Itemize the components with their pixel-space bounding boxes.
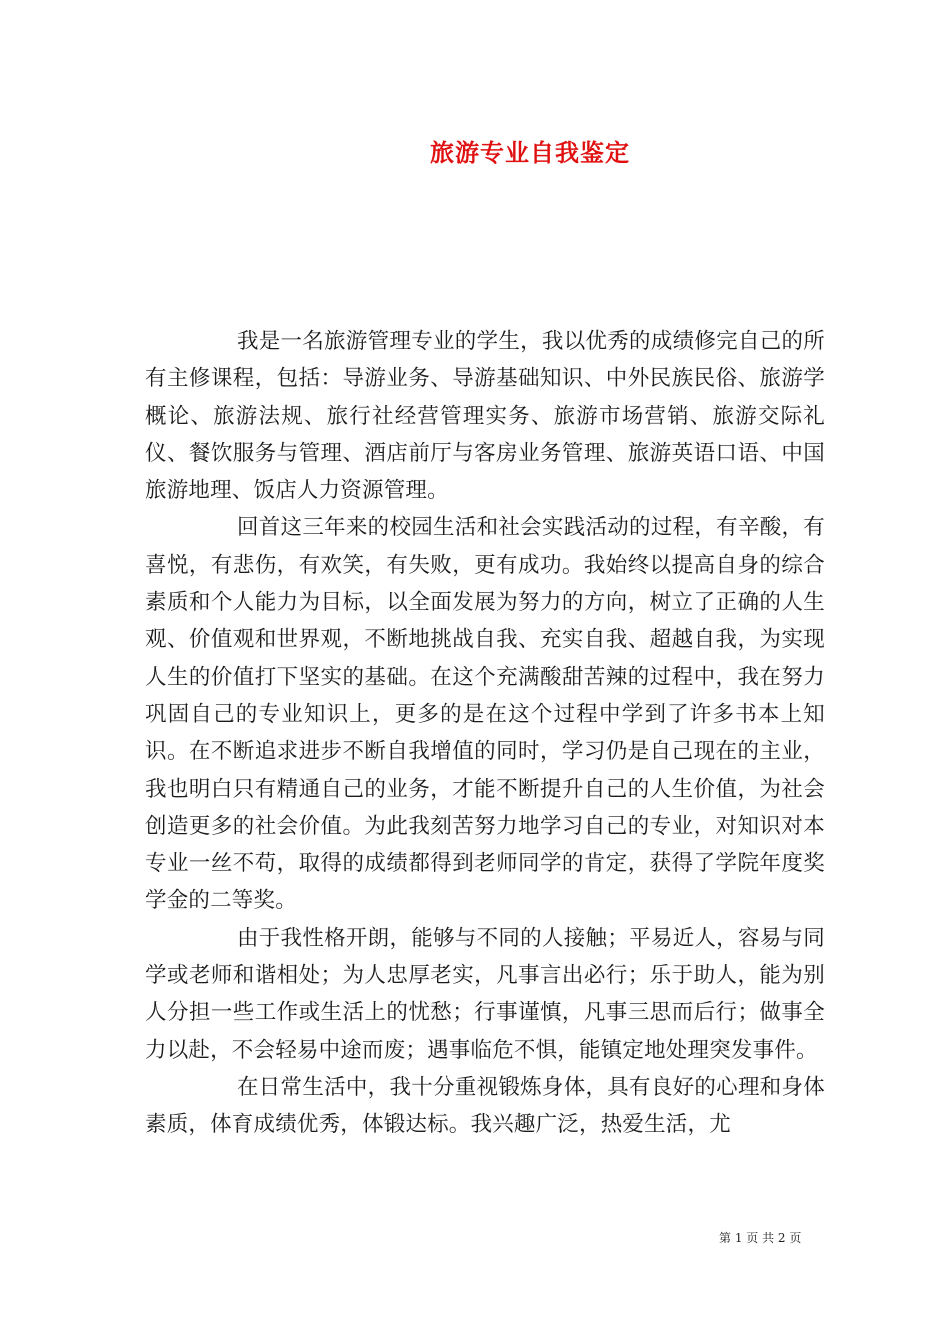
page-number-footer: 第 1 页 共 2 页 xyxy=(719,1231,802,1245)
paragraph-personality: 由于我性格开朗，能够与不同的人接触；平易近人，容易与同学或老师和谐相处；为人忠厚老实，凡事言出必行；乐于助人，能为别人分担一些工作或生活上的忧愁；行事谨慎，凡事三思而后行；做事全力以赴，不会轻易中途而废；遇事临危不惧，能镇定地处理突发事件。 xyxy=(145,925,825,1063)
paragraph-daily-life: 在日常生活中，我十分重视锻炼身体，具有良好的心理和身体素质，体育成绩优秀，体锻达标。我兴趣广泛，热爱生活，尤 xyxy=(145,1074,825,1138)
document-body xyxy=(145,323,825,1144)
document-title: 旅游专业自我鉴定 xyxy=(430,138,630,167)
paragraph-campus-life: 回首这三年来的校园生活和社会实践活动的过程，有辛酸，有喜悦，有悲伤，有欢笑，有失败，更有成功。我始终以提高自身的综合素质和个人能力为目标，以全面发展为努力的方向，树立了正确的人生观、价值观和世界观，不断地挑战自我、充实自我、超越自我，为实现人生的价值打下坚实的基础。在这个充满酸甜苦辣的过程中，我在努力巩固自己的专业知识上，更多的是在这个过程中学到了许多书本上知识。在不断追求进步不断自我增值的同时，学习仍是自己现在的主业，我也明白只有精通自己的业务，才能不断提升自己的人生价值，为社会创造更多的社会价值。为此我刻苦努力地学习自己的专业，对知识对本专业一丝不苟，取得的成绩都得到老师同学的肯定，获得了学院年度奖学金的二等奖。 xyxy=(145,515,825,914)
paragraph-courses: 我是一名旅游管理专业的学生，我以优秀的成绩修完自己的所有主修课程，包括：导游业务、导游基础知识、中外民族民俗、旅游学概论、旅游法规、旅行社经营管理实务、旅游市场营销、旅游交际礼仪、餐饮服务与管理、酒店前厅与客房业务管理、旅游英语口语、中国旅游地理、饭店人力资源管理。 xyxy=(145,329,825,504)
